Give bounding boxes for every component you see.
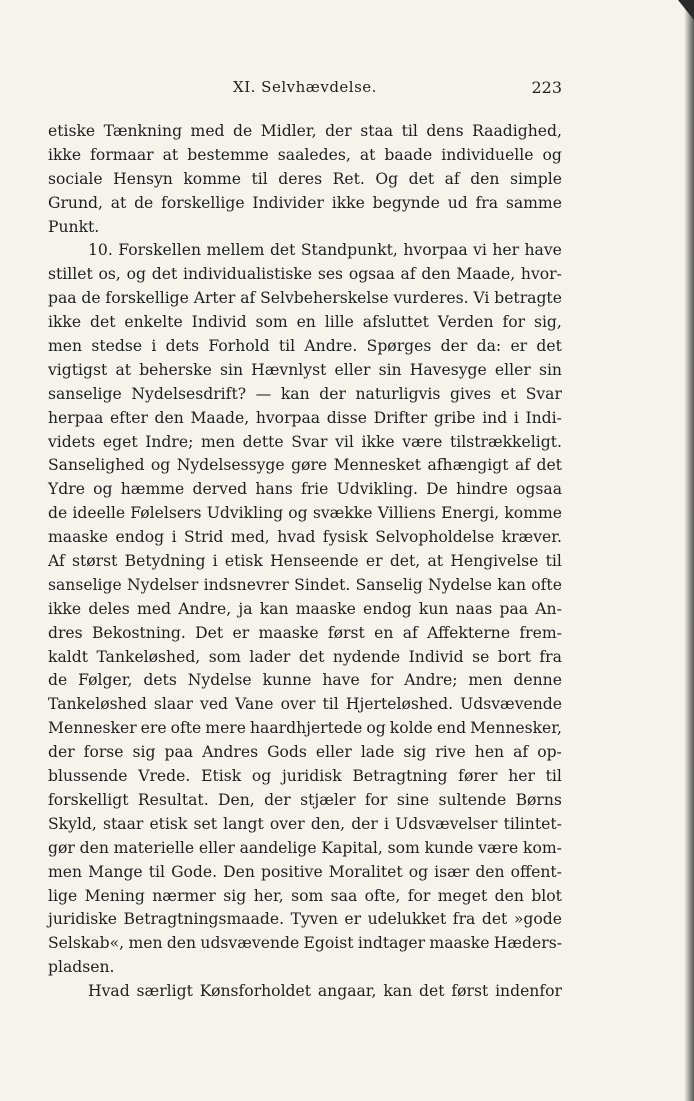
text-line: vigtigst at beherske sin Hævnlyst eller sin Havesyge eller sin	[48, 360, 562, 379]
text-line: forskelligt Resultat. Den, der stjæler for sine sultende Børns	[48, 790, 562, 809]
text-line: kaldt Tankeløshed, som lader det nydende Individ se bort fra	[48, 647, 562, 666]
text-line: de Følger, dets Nydelse kunne have for Andre; men denne	[48, 671, 562, 690]
text-line: men stedse i dets Forhold til Andre. Spørges der da: er det	[48, 337, 562, 356]
text-line: sanselige Nydelsesdrift? — kan der naturligvis gives et Svar	[48, 384, 562, 403]
text-line: juridiske Betragtningsmaade. Tyven er udelukket fra det »gode	[48, 910, 562, 929]
text-line: pladsen.	[48, 958, 115, 977]
text-line: Hvad særligt Kønsforholdet angaar, kan det først indenfor	[88, 982, 562, 1001]
page-number: 223	[531, 78, 562, 97]
text-line: Ydre og hæmme derved hans frie Udvikling. De hindre ogsaa	[48, 480, 562, 499]
page-header	[48, 78, 562, 100]
text-line: etiske Tænkning med de Midler, der staa til dens Raadighed,	[48, 122, 562, 140]
text-line: Sanselighed og Nydelsessyge gøre Mennesket afhængigt af det	[48, 456, 562, 475]
text-line: lige Mening nærmer sig her, som saa ofte, for meget den blot	[48, 886, 562, 905]
text-line: ikke formaar at bestemme saaledes, at baade individuelle og	[48, 145, 562, 164]
running-title: XI. Selvhævdelse.	[233, 78, 377, 96]
page-edge-shadow	[684, 0, 694, 1101]
text-line: Af størst Betydning i etisk Henseende er det, at Hengivelse til	[48, 552, 562, 571]
text-line: stillet os, og det individualistiske ses ogsaa af den Maade, hvor-	[48, 265, 562, 284]
text-line: Grund, at de forskellige Individer ikke begynde ud fra samme	[48, 193, 562, 212]
text-line: ikke det enkelte Individ som en lille afsluttet Verden for sig,	[48, 313, 562, 332]
text-line: dres Bekostning. Det er maaske først en af Affekterne frem-	[48, 623, 562, 642]
text-line: 10. Forskellen mellem det Standpunkt, hvorpaa vi her have	[88, 241, 562, 260]
text-line: paa de forskellige Arter af Selvbeherskelse vurderes. Vi betragte	[48, 289, 562, 308]
text-line: Skyld, staar etisk set langt over den, der i Udsvævelser tilintet-	[48, 814, 562, 833]
text-line: blussende Vrede. Etisk og juridisk Betragtning fører her til	[48, 767, 562, 786]
text-line: sociale Hensyn komme til deres Ret. Og det af den simple	[48, 169, 562, 188]
text-line: ikke deles med Andre, ja kan maaske endog kun naas paa An-	[48, 599, 562, 618]
text-line: Mennesker ere ofte mere haardhjertede og kolde end Mennesker,	[48, 719, 562, 738]
text-line: herpaa efter den Maade, hvorpaa disse Drifter gribe ind i Indi-	[48, 408, 562, 427]
page-corner	[678, 0, 694, 20]
text-line: videts eget Indre; men dette Svar vil ikke være tilstrækkeligt.	[48, 432, 562, 451]
text-line: sanselige Nydelser indsnevrer Sindet. Sanselig Nydelse kan ofte	[48, 575, 562, 594]
text-line: de ideelle Følelsers Udvikling og svække Villiens Energi, komme	[48, 504, 562, 523]
text-line: Tankeløshed slaar ved Vane over til Hjerteløshed. Udsvævende	[48, 695, 562, 714]
text-line: maaske endog i Strid med, hvad fysisk Selvopholdelse kræver.	[48, 528, 562, 547]
text-line: men Mange til Gode. Den positive Moralitet og især den offent-	[48, 862, 562, 881]
body-text	[48, 120, 562, 1004]
text-line: Punkt.	[48, 217, 100, 236]
text-line: Selskab«, men den udsvævende Egoist indtager maaske Hæders-	[48, 934, 562, 953]
text-line: gør den materielle eller aandelige Kapital, som kunde være kom-	[48, 838, 562, 857]
text-line: der forse sig paa Andres Gods eller lade sig rive hen af op-	[48, 743, 562, 762]
